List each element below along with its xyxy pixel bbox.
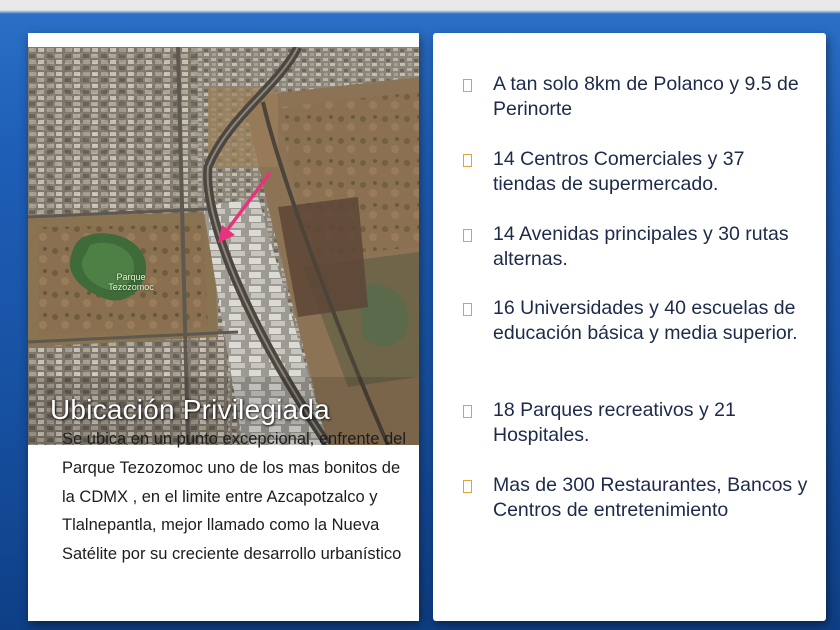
feature-text: 14 Centros Comerciales y 37 tiendas de supermercado. — [493, 148, 745, 195]
feature-item — [463, 296, 808, 346]
aerial-map-graphic — [28, 47, 419, 445]
square-bullet-icon — [463, 405, 472, 418]
feature-item — [463, 72, 808, 122]
feature-text: 16 Universidades y 40 escuelas de educación básica y media superior. — [493, 297, 798, 344]
square-bullet-icon — [463, 229, 472, 242]
location-card — [28, 33, 419, 621]
feature-text: Mas de 300 Restaurantes, Bancos y Centros de entretenimiento — [493, 474, 808, 521]
square-bullet-icon — [463, 79, 472, 92]
location-title: Ubicación Privilegiada — [50, 394, 330, 425]
feature-text: 18 Parques recreativos y 21 Hospitales. — [493, 399, 736, 446]
park-label: Parque Tezozomoc — [108, 272, 154, 292]
features-card — [433, 33, 826, 621]
feature-text: A tan solo 8km de Polanco y 9.5 de Perinorte — [493, 73, 799, 120]
aerial-map-image — [28, 47, 419, 445]
square-bullet-icon — [463, 480, 472, 493]
location-description: Se ubica en un punto excepcional, enfrente del Parque Tezozomoc uno de los mas bonitos de la CDMX , en el limite entre Azcapotzalco y Tlalnepantla, mejor llamado como la Nueva Satélite por su creciente desarrollo urbanístico — [62, 430, 407, 564]
feature-item — [463, 473, 808, 523]
square-bullet-icon — [463, 303, 472, 316]
feature-item — [463, 147, 808, 197]
feature-item — [463, 398, 808, 448]
feature-text: 14 Avenidas principales y 30 rutas alternas. — [493, 223, 789, 270]
square-bullet-icon — [463, 154, 472, 167]
feature-item — [463, 222, 808, 272]
